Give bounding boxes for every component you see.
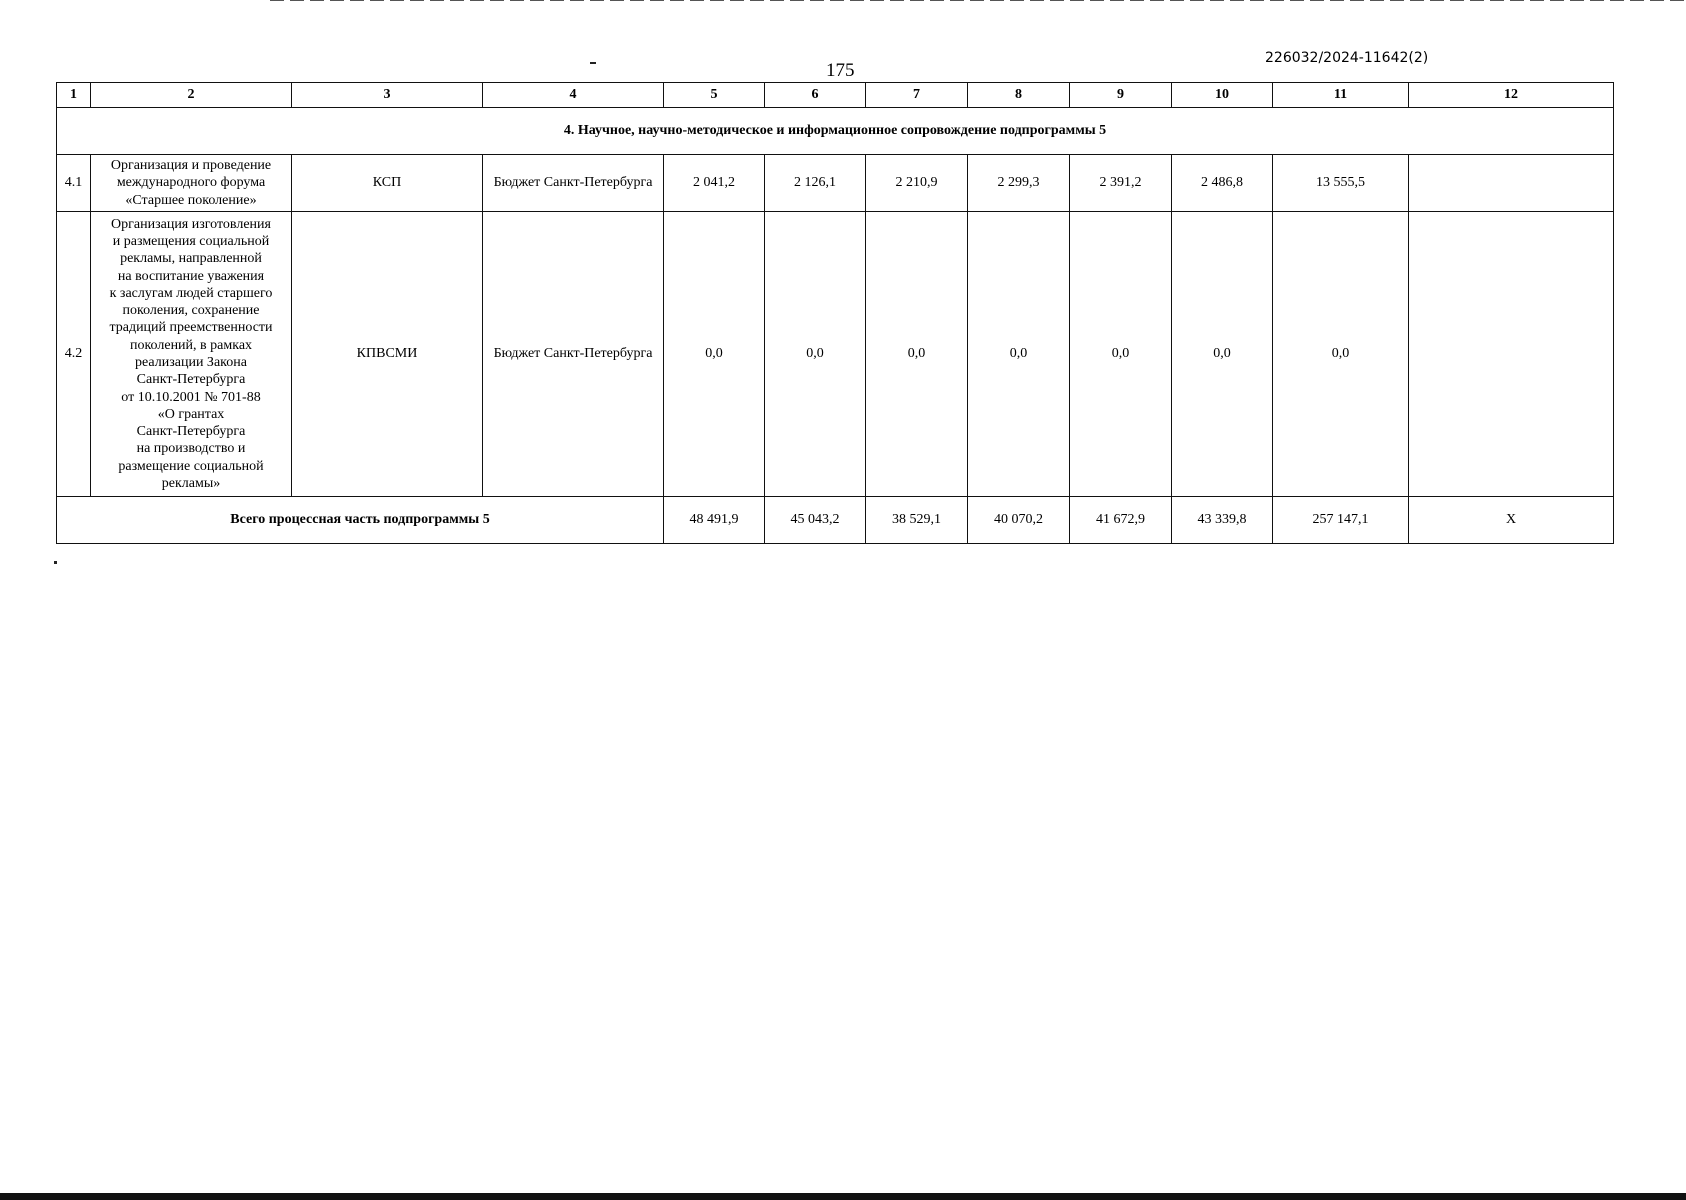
activity-name-line: Организация изготовления [111, 216, 271, 232]
column-number: 10 [1172, 83, 1273, 108]
activity-name-line: «О грантах [157, 406, 225, 422]
total-value: 40 070,2 [968, 497, 1070, 544]
document-id: 226032/2024-11642(2) [1265, 50, 1429, 66]
column-number: 2 [91, 83, 292, 108]
total-value: 48 491,9 [664, 497, 765, 544]
activity-name-line: «Старшее поколение» [125, 192, 257, 208]
value-cell: 0,0 [866, 212, 968, 497]
value-cell: 0,0 [1172, 212, 1273, 497]
total-value: 41 672,9 [1070, 497, 1172, 544]
activity-name-line: и размещения социальной [112, 233, 270, 249]
activity-name [91, 155, 292, 212]
activity-name-line: от 10.10.2001 № 701-88 [121, 389, 261, 405]
activity-name-line: традиций преемственности [109, 320, 273, 336]
page-number: 175 [826, 60, 855, 81]
value-cell: 0,0 [664, 212, 765, 497]
activity-name-line: Санкт-Петербурга [136, 424, 246, 440]
column-number-row [57, 83, 1614, 108]
section-title: 4. Научное, научно-методическое и информационное сопровождение подпрограммы 5 [57, 108, 1614, 155]
activity-name-line: Санкт-Петербурга [136, 372, 246, 388]
activity-name-line: к заслугам людей старшего [109, 285, 273, 301]
total-value: 43 339,8 [1172, 497, 1273, 544]
value-cell: 2 126,1 [765, 155, 866, 212]
activity-name-line: поколения, сохранение [122, 303, 260, 319]
grand-total-value: 257 147,1 [1273, 497, 1409, 544]
total-label: Всего процессная часть подпрограммы 5 [57, 497, 664, 544]
activity-name-line: рекламы, направленной [120, 251, 262, 267]
executor: КСП [292, 155, 483, 212]
activity-name [91, 212, 292, 497]
value-cell: 2 041,2 [664, 155, 765, 212]
total-value-cell: 13 555,5 [1273, 155, 1409, 212]
column-number: 5 [664, 83, 765, 108]
col12-cell [1409, 155, 1614, 212]
value-cell: 2 210,9 [866, 155, 968, 212]
activity-name-line: Организация и проведение [110, 158, 272, 174]
activity-name-line: размещение социальной [118, 458, 264, 474]
value-cell: 2 299,3 [968, 155, 1070, 212]
column-number: 8 [968, 83, 1070, 108]
section-title-row [57, 108, 1614, 155]
value-cell: 0,0 [968, 212, 1070, 497]
column-number: 3 [292, 83, 483, 108]
column-number: 11 [1273, 83, 1409, 108]
col12-cell [1409, 212, 1614, 497]
activity-name-line: реализации Закона [135, 355, 247, 370]
funding-source: Бюджет Санкт-Петербурга [483, 155, 664, 212]
column-number: 6 [765, 83, 866, 108]
table-row [57, 212, 1614, 497]
budget-table [56, 82, 1614, 544]
column-number: 7 [866, 83, 968, 108]
activity-name-line: на производство и [136, 441, 246, 457]
scan-speck [590, 62, 596, 64]
activity-name-line: международного форума [116, 175, 266, 191]
table-row [57, 155, 1614, 212]
column-number: 4 [483, 83, 664, 108]
row-number: 4.1 [57, 155, 91, 212]
column-number: 1 [57, 83, 91, 108]
scan-border-top [270, 0, 1686, 1]
total-value: 38 529,1 [866, 497, 968, 544]
total-col12-mark: X [1409, 497, 1614, 544]
activity-name-line: рекламы» [161, 476, 221, 492]
value-cell: 0,0 [1070, 212, 1172, 497]
value-cell: 2 391,2 [1070, 155, 1172, 212]
total-value-cell: 0,0 [1273, 212, 1409, 497]
scan-speck [54, 561, 57, 564]
scan-border-bottom [0, 1193, 1686, 1200]
column-number: 12 [1409, 83, 1614, 108]
executor: КПВСМИ [292, 212, 483, 497]
funding-source: Бюджет Санкт-Петербурга [483, 212, 664, 497]
value-cell: 0,0 [765, 212, 866, 497]
value-cell: 2 486,8 [1172, 155, 1273, 212]
column-number: 9 [1070, 83, 1172, 108]
activity-name-line: на воспитание уважения [117, 268, 265, 284]
row-number: 4.2 [57, 212, 91, 497]
total-row [57, 497, 1614, 544]
total-value: 45 043,2 [765, 497, 866, 544]
activity-name-line: поколений, в рамках [129, 337, 253, 353]
